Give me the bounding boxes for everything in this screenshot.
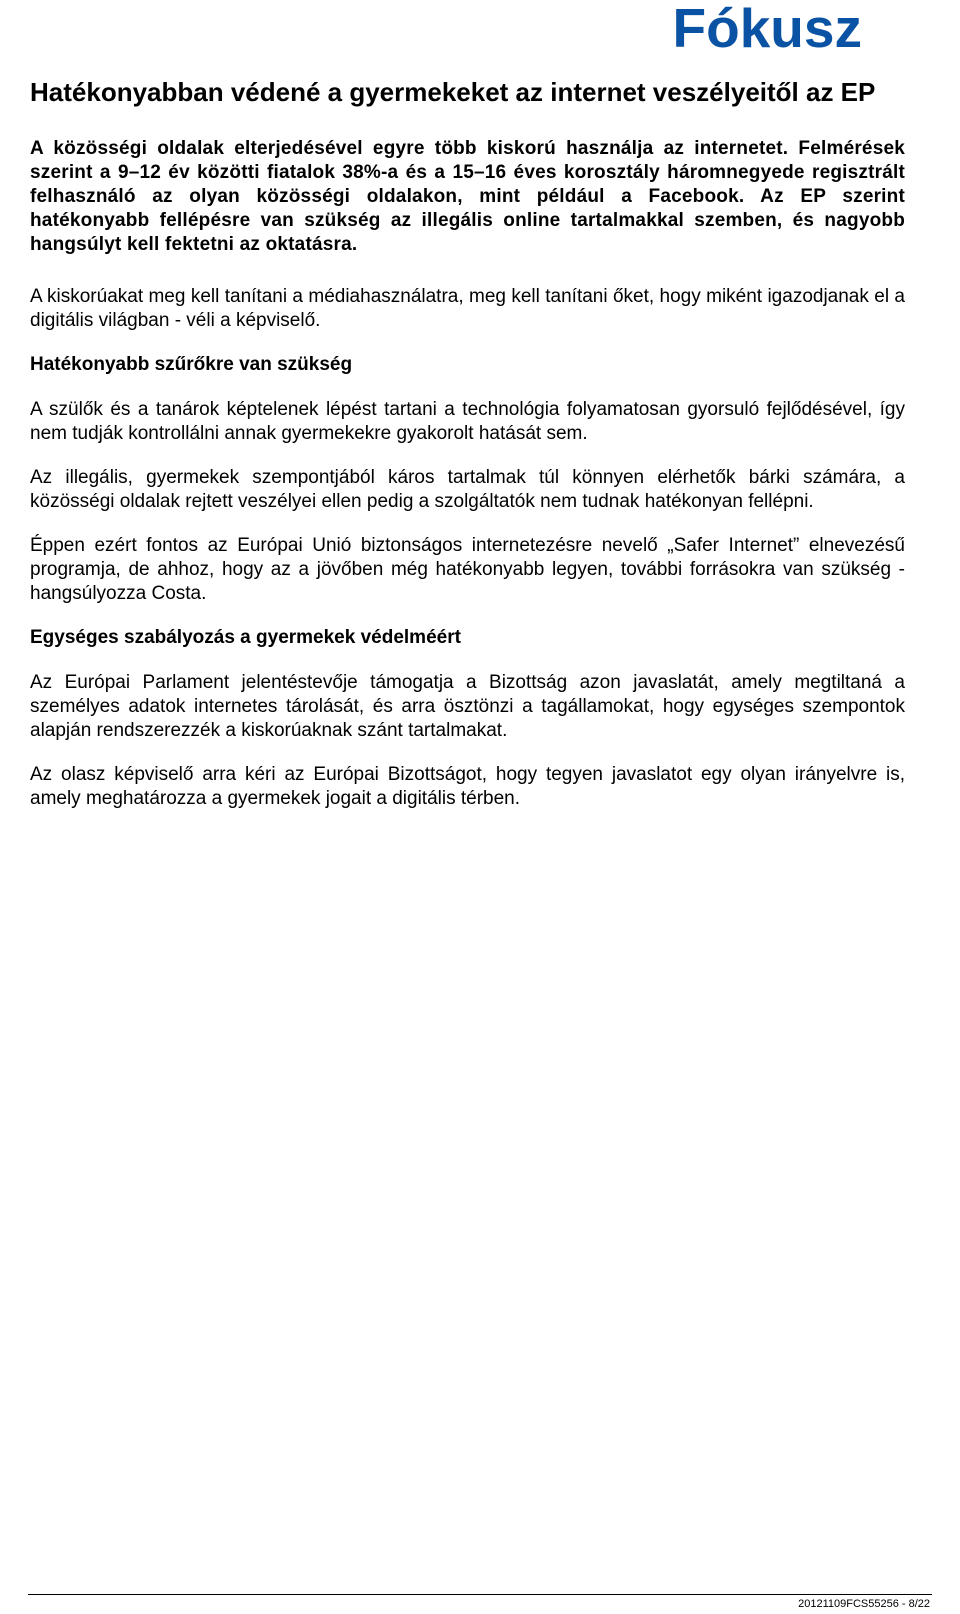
document-reference: 20121109FCS55256 - 8/22: [798, 1598, 930, 1610]
section-label: Fókusz: [672, 0, 862, 59]
paragraph-6: Az olasz képviselő arra kéri az Európai Bizottságot, hogy tegyen javaslatot egy olyan irányelvre is, amely meghatározza a gyermekek jogait a digitális térben.: [30, 764, 905, 809]
subheading-regulation: Egységes szabályozás a gyermekek védelméért: [30, 627, 461, 648]
subheading-filters: Hatékonyabb szűrőkre van szükség: [30, 354, 353, 375]
footer-divider: [28, 1594, 932, 1595]
paragraph-5: Az Európai Parlament jelentéstevője támogatja a Bizottság azon javaslatát, amely megtiltaná a személyes adatok internetes tárolását, és arra ösztönzi a tagállamokat, hogy egységes szempontok alapján rendszerezzék a kiskorúaknak szánt tartalmakat.: [30, 672, 905, 741]
article: [30, 78, 905, 831]
paragraph-4: Éppen ezért fontos az Európai Unió biztonságos internetezésre nevelő „Safer Internet” elnevezésű programja, de ahhoz, hogy az a jövőben még hatékonyabb legyen, további forrásokra van szükség - hangsúlyozza Costa.: [30, 535, 905, 604]
article-lead: A közösségi oldalak elterjedésével egyre több kiskorú használja az internetet. Felmérések szerint a 9–12 év közötti fiatalok 38%-a és a 15–16 éves korosztály háromnegyede regisztrált felhasználó az olyan közösségi oldalakon, mint például a Facebook. Az EP szerint hatékonyabb fellépésre van szükség az illegális online tartalmakkal szemben, és nagyobb hangsúlyt kell fektetni az oktatásra.: [30, 138, 905, 255]
article-title: Hatékonyabban védené a gyermekeket az internet veszélyeitől az EP: [30, 77, 876, 107]
paragraph-1: A kiskorúakat meg kell tanítani a médiahasználatra, meg kell tanítani őket, hogy miként igazodjanak el a digitális világban - véli a képviselő.: [30, 286, 905, 331]
paragraph-2: A szülők és a tanárok képtelenek lépést tartani a technológia folyamatosan gyorsuló fejlődésével, így nem tudják kontrollálni annak gyermekekre gyakorolt hatását sem.: [30, 399, 905, 444]
paragraph-3: Az illegális, gyermekek szempontjából káros tartalmak túl könnyen elérhetők bárki számára, a közösségi oldalak rejtett veszélyei ellen pedig a szolgáltatók nem tudnak hatékonyan fellépni.: [30, 467, 905, 512]
